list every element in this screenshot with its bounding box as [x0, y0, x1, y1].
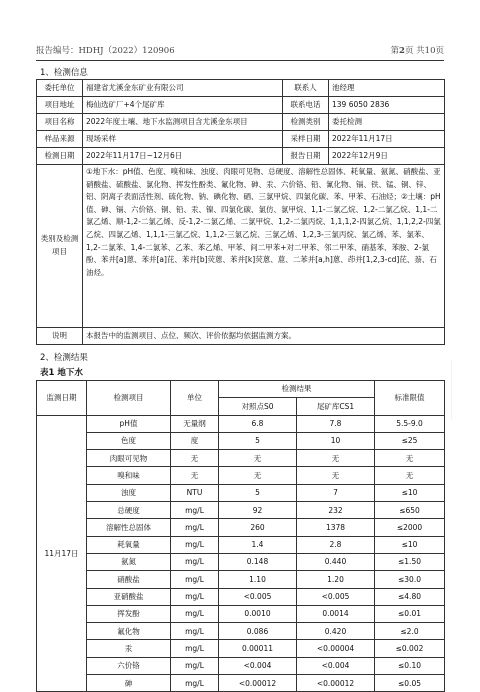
phone-value: 139 6050 2836 [329, 97, 445, 114]
report-date-label: 报告日期 [283, 148, 329, 165]
s0-cell: 92 [219, 502, 297, 519]
item-cell: 硝酸盐 [87, 571, 171, 588]
project-value: 2022年度土壤、地下水监测项目含尤溪金东项目 [83, 114, 283, 131]
unit-cell: mg/L [171, 623, 219, 640]
project-label: 项目名称 [37, 114, 83, 131]
report-number: 报告编号：HDHJ（2022）120906 [36, 46, 175, 56]
unit-cell: NTU [171, 484, 219, 501]
table-row [37, 502, 445, 519]
page-number: 第2页 共10页 [390, 46, 444, 56]
item-cell: 浊度 [87, 484, 171, 501]
unit-cell: 度 [171, 432, 219, 449]
limit-cell: 5.5-9.0 [375, 415, 445, 432]
item-cell: 砷 [87, 675, 171, 692]
limit-cell: ≤10 [375, 536, 445, 553]
table-row [37, 450, 445, 467]
cs1-cell: <0.004 [297, 657, 375, 674]
item-cell: 氨氮 [87, 553, 171, 570]
table-row [37, 536, 445, 553]
cs1-cell: <0.005 [297, 588, 375, 605]
test-date-value: 2022年11月17日~12月6日 [83, 148, 283, 165]
item-cell: 肉眼可见物 [87, 450, 171, 467]
s0-cell: <0.004 [219, 657, 297, 674]
limit-cell: 无 [375, 450, 445, 467]
table-row [37, 467, 445, 484]
item-cell: 色度 [87, 432, 171, 449]
source-value: 现场采样 [83, 131, 283, 148]
section-heading-results: 2、检测结果 [40, 353, 88, 363]
limit-cell: ≤0.01 [375, 605, 445, 622]
item-cell: pH值 [87, 415, 171, 432]
item-cell: 嗅和味 [87, 467, 171, 484]
items-label: 类别及检测项目 [37, 165, 83, 328]
s0-cell: <0.005 [219, 588, 297, 605]
table-title: 表1 地下水 [40, 368, 83, 378]
unit-cell: mg/L [171, 502, 219, 519]
col-result-header: 检测结果 [219, 381, 375, 398]
col-cs1-header: 尾矿库CS1 [297, 398, 375, 415]
s0-cell: 1.4 [219, 536, 297, 553]
item-cell: 六价铬 [87, 657, 171, 674]
table-row [37, 415, 445, 432]
cs1-cell: <0.00004 [297, 640, 375, 657]
note-label: 说明 [37, 328, 83, 345]
unit-cell: mg/L [171, 571, 219, 588]
cs1-cell: <0.00012 [297, 675, 375, 692]
cs1-cell: 0.0014 [297, 605, 375, 622]
section-heading-info: 1、检测信息 [40, 68, 88, 78]
unit-cell: mg/L [171, 588, 219, 605]
s0-cell: 0.00011 [219, 640, 297, 657]
col-s0-header: 对照点S0 [219, 398, 297, 415]
phone-label: 联系电话 [283, 97, 329, 114]
sampling-date-value: 2022年11月17日 [329, 131, 445, 148]
col-date-header: 监测日期 [37, 381, 87, 416]
table-row [37, 484, 445, 501]
category-label: 检测类别 [283, 114, 329, 131]
cs1-cell: 232 [297, 502, 375, 519]
limit-cell: ≤0.05 [375, 675, 445, 692]
address-value: 梅仙选矿厂+4个尾矿库 [83, 97, 283, 114]
s0-cell: 5 [219, 432, 297, 449]
monitoring-date: 11月17日 [37, 415, 87, 692]
col-unit-header: 单位 [171, 381, 219, 416]
cs1-cell: 无 [297, 467, 375, 484]
note-value: 本报告中的监测项目、点位、频次、评价依据均依据监测方案。 [83, 328, 445, 345]
s0-cell: 260 [219, 519, 297, 536]
unit-cell: 无 [171, 467, 219, 484]
item-cell: 溶解性总固体 [87, 519, 171, 536]
table-row [37, 675, 445, 692]
limit-cell: ≤4.80 [375, 588, 445, 605]
contact-label: 联系人 [283, 80, 329, 97]
limit-cell: ≤650 [375, 502, 445, 519]
source-label: 样品来源 [37, 131, 83, 148]
unit-cell: mg/L [171, 657, 219, 674]
results-table [36, 380, 445, 692]
s0-cell: 0.148 [219, 553, 297, 570]
table-row [37, 605, 445, 622]
item-cell: 总硬度 [87, 502, 171, 519]
address-label: 项目地址 [37, 97, 83, 114]
report-date-value: 2022年12月9日 [329, 148, 445, 165]
s0-cell: 1.10 [219, 571, 297, 588]
item-cell: 汞 [87, 640, 171, 657]
unit-cell: mg/L [171, 519, 219, 536]
items-value: ①地下水：pH值、色度、嗅和味、浊度、肉眼可见物、总硬度、溶解性总固体、耗氧量、氨氮、硝酸盐、亚硝酸盐、硫酸盐、氯化物、挥发性酚类、氟化物、砷、汞、六价铬、铅、氰化物、镉、铁、锰、铜、锌、铝、阴离子表面活性剂、硫化物、钠、碘化物、硒、三氯甲烷、四氯化碳、苯、甲苯、石油烃；②土壤：pH值、砷、镉、六价铬、铜、铅、汞、镍、四氯化碳、氯仿、氯甲烷、1,1-二氯乙烷、1,2-二氯乙烷、1,1-二氯乙烯、顺-1,2-二氯乙烯、反-1,2-二氯乙烯、二氯甲烷、1,2-二氯丙烷、1,1,1,2-四氯乙烷、1,1,2,2-四氯乙烷、四氯乙烯、1,1,1-三氯乙烷、1,1,2-三氯乙烷、三氯乙烯、1,2,3-三氯丙烷、氯乙烯、苯、氯苯、1,2-二氯苯、1,4-二氯苯、乙苯、苯乙烯、甲苯、间二甲苯+对二甲苯、邻二甲苯、硝基苯、苯胺、2-氯酚、苯并[a]蒽、苯并[a]芘、苯并[b]荧蒽、苯并[k]荧蒽、䓛、二苯并[a,h]蒽、茚并[1,2,3-cd]芘、萘、石油烃。 [83, 165, 445, 328]
s0-cell: 5 [219, 484, 297, 501]
info-table [36, 79, 445, 345]
col-limit-header: 标准限值 [375, 381, 445, 416]
table-row [37, 588, 445, 605]
test-date-label: 检测日期 [37, 148, 83, 165]
limit-cell: ≤0.002 [375, 640, 445, 657]
sampling-date-label: 采样日期 [283, 131, 329, 148]
page-header [36, 40, 444, 61]
unit-cell: mg/L [171, 605, 219, 622]
limit-cell: ≤0.10 [375, 657, 445, 674]
s0-cell: 无 [219, 467, 297, 484]
item-cell: 挥发酚 [87, 605, 171, 622]
table-row [37, 623, 445, 640]
category-value: 委托检测 [329, 114, 445, 131]
table-row [37, 519, 445, 536]
cs1-cell: 7 [297, 484, 375, 501]
item-cell: 亚硝酸盐 [87, 588, 171, 605]
table-row [37, 571, 445, 588]
unit-cell: mg/L [171, 675, 219, 692]
client-value: 福建省尤溪金东矿业有限公司 [83, 80, 283, 97]
unit-cell: 无 [171, 450, 219, 467]
item-cell: 耗氧量 [87, 536, 171, 553]
cs1-cell: 1378 [297, 519, 375, 536]
seal-edge [451, 360, 478, 420]
cs1-cell: 0.420 [297, 623, 375, 640]
cs1-cell: 7.8 [297, 415, 375, 432]
limit-cell: ≤30.0 [375, 571, 445, 588]
item-cell: 氟化物 [87, 623, 171, 640]
limit-cell: ≤10 [375, 484, 445, 501]
unit-cell: mg/L [171, 553, 219, 570]
col-item-header: 检测项目 [87, 381, 171, 416]
unit-cell: mg/L [171, 640, 219, 657]
s0-cell: 0.086 [219, 623, 297, 640]
cs1-cell: 2.8 [297, 536, 375, 553]
limit-cell: ≤2.0 [375, 623, 445, 640]
s0-cell: <0.00012 [219, 675, 297, 692]
table-row [37, 640, 445, 657]
unit-cell: 无量纲 [171, 415, 219, 432]
s0-cell: 6.8 [219, 415, 297, 432]
cs1-cell: 0.440 [297, 553, 375, 570]
s0-cell: 无 [219, 450, 297, 467]
s0-cell: 0.0010 [219, 605, 297, 622]
cs1-cell: 无 [297, 450, 375, 467]
client-label: 委托单位 [37, 80, 83, 97]
table-row [37, 432, 445, 449]
limit-cell: ≤2000 [375, 519, 445, 536]
limit-cell: ≤1.50 [375, 553, 445, 570]
limit-cell: ≤25 [375, 432, 445, 449]
unit-cell: mg/L [171, 536, 219, 553]
limit-cell: 无 [375, 467, 445, 484]
cs1-cell: 1.20 [297, 571, 375, 588]
table-row [37, 553, 445, 570]
cs1-cell: 10 [297, 432, 375, 449]
table-row [37, 657, 445, 674]
contact-value: 池经理 [329, 80, 445, 97]
